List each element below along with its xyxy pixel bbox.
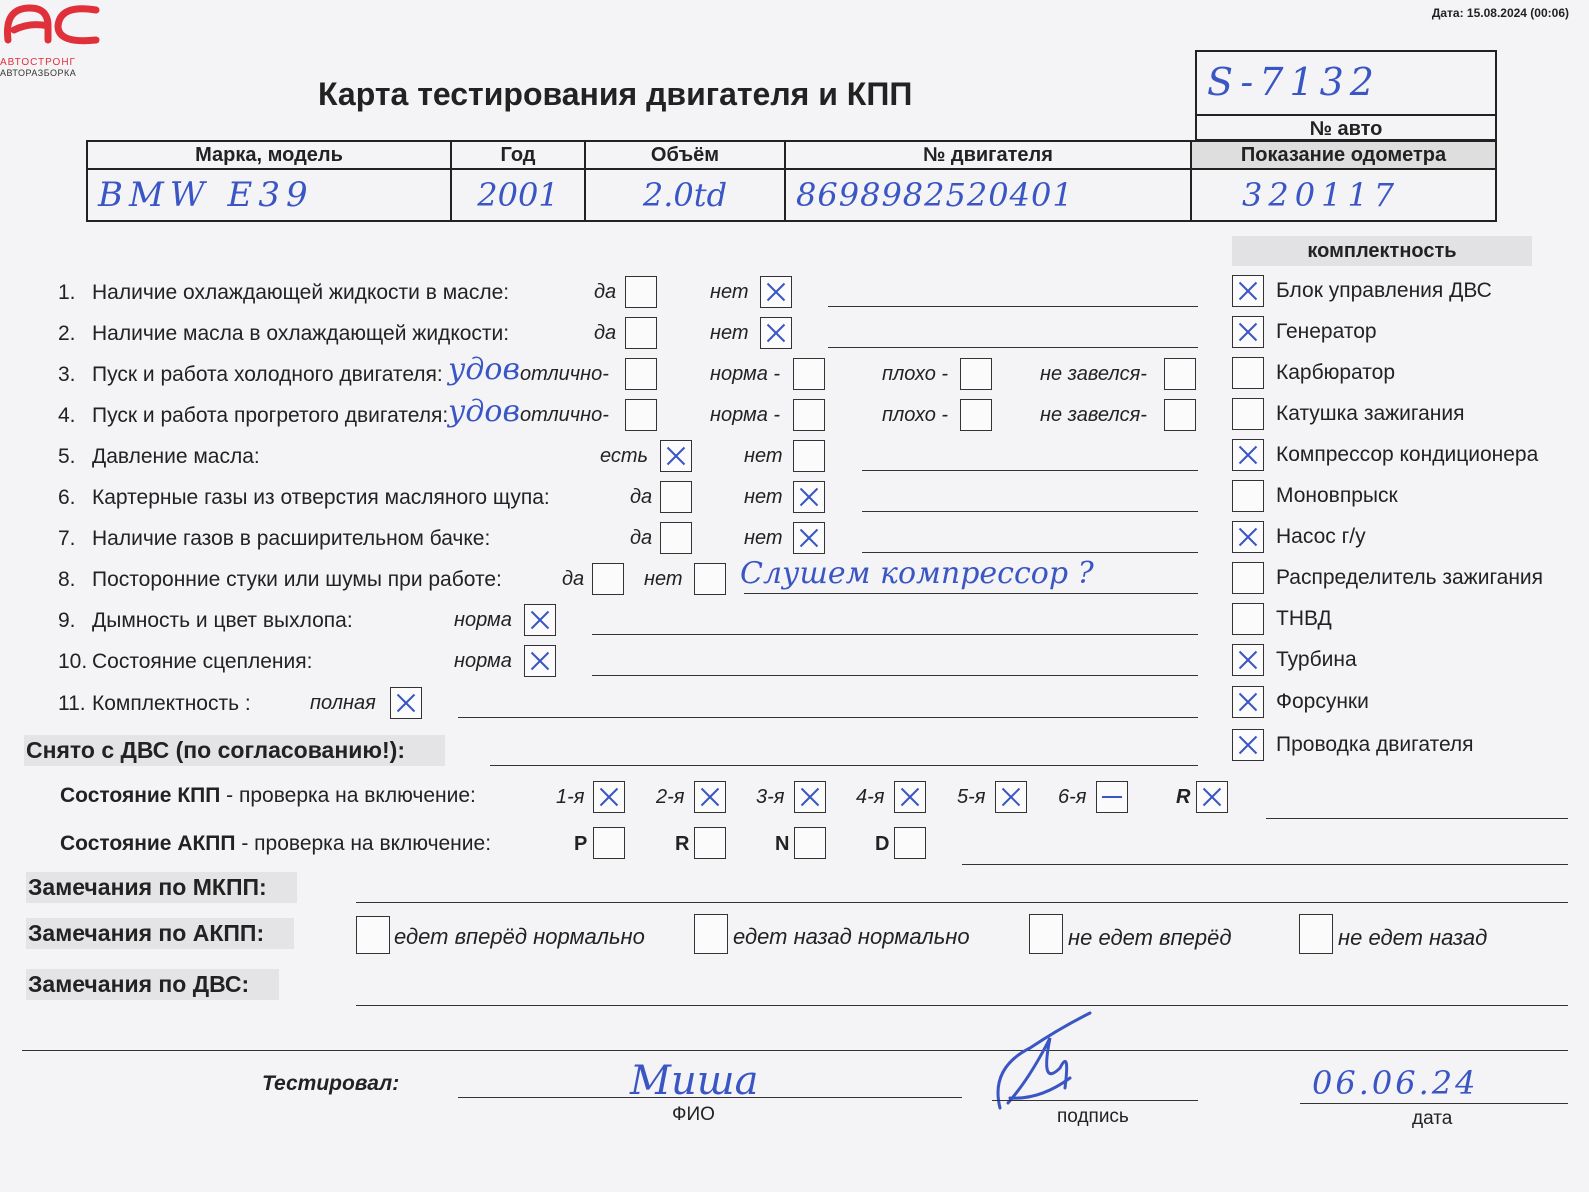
car-number-label: № авто	[1197, 114, 1495, 143]
kpp-note-line	[1266, 818, 1568, 819]
q1-net-label: нет	[710, 281, 749, 303]
q6-net-box[interactable]	[793, 481, 825, 513]
q1-number: 1.	[58, 281, 76, 304]
q4-bad-box[interactable]	[960, 399, 992, 431]
akpp-mode-r-label: R	[675, 833, 690, 855]
removed-label: Снято с ДВС (по согласованию!):	[24, 735, 445, 766]
q5-text: Давление масла:	[92, 445, 260, 468]
tester-name: Миша	[630, 1058, 759, 1104]
akpp-mode-r-box[interactable]	[694, 827, 726, 859]
kpp-gear-2-box[interactable]	[694, 781, 726, 813]
check-injection-pump[interactable]	[1232, 603, 1264, 635]
q1-da-box[interactable]	[625, 276, 657, 308]
date-stamp: Дата: 15.08.2024 (00:06)	[1431, 6, 1569, 20]
check-ignition-coil[interactable]	[1232, 398, 1264, 430]
akpp-mode-d-label: D	[875, 833, 890, 855]
akpp-mode-n-box[interactable]	[794, 827, 826, 859]
q10-norm-label: норма	[454, 650, 512, 672]
q11-text: Комплектность :	[92, 692, 251, 715]
check-carburetor[interactable]	[1232, 357, 1264, 389]
q3-text: Пуск и работа холодного двигателя:	[92, 363, 443, 386]
signature-icon	[990, 1008, 1100, 1118]
kpp-gear-3-label: 3-я	[756, 786, 785, 808]
check-injectors[interactable]	[1232, 686, 1264, 718]
engine-no-value: 8698982520401	[785, 169, 1191, 221]
akpp-label-bold: Состояние АКПП	[60, 832, 236, 855]
q7-da-box[interactable]	[660, 522, 692, 554]
akpp-back-ok-label: едет назад нормально	[733, 924, 970, 949]
akpp-label	[60, 832, 491, 856]
kpp-gear-3-box[interactable]	[794, 781, 826, 813]
logo-line2: АВТОРАЗБОРКА	[0, 68, 77, 78]
label-engine-wiring: Проводка двигателя	[1276, 733, 1474, 756]
label-generator: Генератор	[1276, 320, 1377, 343]
q11-full-box[interactable]	[390, 687, 422, 719]
q4-normal-box[interactable]	[793, 399, 825, 431]
remarks-dvs-line	[356, 1005, 1568, 1006]
akpp-back-ok-box[interactable]	[694, 914, 728, 954]
q11-note-line	[458, 717, 1198, 718]
q6-text: Картерные газы из отверстия масляного щупа:	[92, 486, 550, 509]
q8-handwritten: Слушем компрессор ?	[740, 556, 1094, 591]
akpp-mode-p-label: P	[574, 833, 588, 855]
q9-number: 9.	[58, 609, 76, 632]
label-mono-injection: Моновпрыск	[1276, 484, 1398, 507]
q2-net-box[interactable]	[760, 317, 792, 349]
kpp-gear-r-label: R	[1176, 786, 1191, 808]
kpp-label-rest: - проверка на включение:	[220, 784, 476, 807]
q11-number: 11.	[58, 692, 86, 715]
kpp-gear-6-box[interactable]	[1096, 781, 1128, 813]
q1-da-label: да	[594, 281, 617, 303]
remarks-mkpp-line	[356, 902, 1568, 903]
kpp-gear-5-label: 5-я	[957, 786, 986, 808]
q4-bad-label: плохо -	[882, 404, 949, 426]
label-ac-compressor: Компрессор кондиционера	[1276, 443, 1539, 466]
label-injection-pump: ТНВД	[1276, 607, 1332, 630]
q6-da-box[interactable]	[660, 481, 692, 513]
kpp-gear-1-box[interactable]	[593, 781, 625, 813]
tested-by-label: Тестировал:	[262, 1072, 400, 1095]
q4-handwritten: удов	[448, 394, 520, 429]
col-year-header: Год	[451, 141, 585, 169]
q11-full-label: полная	[310, 692, 376, 714]
q6-net-label: нет	[744, 486, 783, 508]
remarks-mkpp-label: Замечания по МКПП:	[26, 872, 297, 903]
q3-normal-box[interactable]	[793, 358, 825, 390]
q4-text: Пуск и работа прогретого двигателя:	[92, 404, 449, 427]
akpp-note-line	[962, 864, 1568, 865]
q10-text: Состояние сцепления:	[92, 650, 313, 673]
kpp-label-bold: Состояние КПП	[60, 784, 221, 807]
kpp-gear-2-label: 2-я	[656, 786, 685, 808]
volume-value: 2.0td	[585, 169, 785, 221]
akpp-mode-p-box[interactable]	[593, 827, 625, 859]
akpp-no-forward-box[interactable]	[1029, 914, 1063, 954]
company-logo	[0, 0, 100, 80]
q8-note-line	[744, 593, 1198, 594]
car-number-box	[1195, 50, 1497, 141]
q3-excellent-label: отлично-	[520, 363, 609, 385]
q9-text: Дымность и цвет выхлопа:	[92, 609, 353, 632]
akpp-label-rest: - проверка на включение:	[235, 832, 492, 855]
check-turbo[interactable]	[1232, 644, 1264, 676]
q9-norm-box[interactable]	[524, 604, 556, 636]
check-power-steering-pump[interactable]	[1232, 521, 1264, 553]
q3-normal-label: норма -	[710, 363, 781, 385]
label-injectors: Форсунки	[1276, 690, 1369, 713]
q4-normal-label: норма -	[710, 404, 781, 426]
date-label: дата	[1412, 1108, 1453, 1129]
kpp-gear-4-box[interactable]	[894, 781, 926, 813]
label-ecu: Блок управления ДВС	[1276, 279, 1492, 302]
q2-da-label: да	[594, 322, 617, 344]
q1-note-line	[828, 306, 1198, 307]
label-carburetor: Карбюратор	[1276, 361, 1396, 384]
q3-nostart-label: не завелся-	[1040, 363, 1147, 385]
q4-number: 4.	[58, 404, 76, 427]
check-generator[interactable]	[1232, 316, 1264, 348]
q6-number: 6.	[58, 486, 76, 509]
fio-line	[458, 1097, 962, 1098]
q4-nostart-box[interactable]	[1164, 399, 1196, 431]
q5-net-box[interactable]	[793, 440, 825, 472]
q3-bad-label: плохо -	[882, 363, 949, 385]
q6-da-label: да	[630, 486, 653, 508]
akpp-forward-ok-label: едет вперёд нормально	[394, 924, 645, 949]
check-ac-compressor[interactable]	[1232, 439, 1264, 471]
kpp-gear-r-box[interactable]	[1196, 781, 1228, 813]
kpp-gear-1-label: 1-я	[556, 786, 585, 808]
q4-excellent-box[interactable]	[625, 399, 657, 431]
label-distributor: Распределитель зажигания	[1276, 566, 1544, 589]
check-distributor[interactable]	[1232, 562, 1264, 594]
q7-note-line	[862, 552, 1198, 553]
date-line	[1300, 1103, 1568, 1104]
q7-number: 7.	[58, 527, 76, 550]
akpp-forward-ok-box[interactable]	[356, 916, 390, 954]
q8-da-label: да	[562, 568, 585, 590]
signature-label: подпись	[1057, 1106, 1129, 1127]
q5-net-label: нет	[744, 445, 783, 467]
q7-net-box[interactable]	[793, 522, 825, 554]
q1-net-box[interactable]	[760, 276, 792, 308]
remarks-dvs-line-2	[22, 1050, 1568, 1051]
kpp-label	[60, 784, 476, 808]
label-power-steering-pump: Насос г/у	[1276, 525, 1366, 548]
q3-bad-box[interactable]	[960, 358, 992, 390]
q3-nostart-box[interactable]	[1164, 358, 1196, 390]
q5-number: 5.	[58, 445, 76, 468]
kpp-gear-6-label: 6-я	[1058, 786, 1087, 808]
q10-note-line	[592, 675, 1198, 676]
completeness-title: комплектность	[1232, 236, 1532, 266]
q8-text: Посторонние стуки или шумы при работе:	[92, 568, 502, 591]
q5-est-box[interactable]	[660, 440, 692, 472]
q9-note-line	[592, 634, 1198, 635]
q4-nostart-label: не завелся-	[1040, 404, 1147, 426]
check-ecu[interactable]	[1232, 275, 1264, 307]
akpp-mode-n-label: N	[775, 833, 790, 855]
q2-da-box[interactable]	[625, 317, 657, 349]
year-value: 2001	[451, 169, 585, 221]
col-odometer-header: Показание одометра	[1191, 141, 1496, 169]
label-turbo: Турбина	[1276, 648, 1357, 671]
akpp-mode-d-box[interactable]	[894, 827, 926, 859]
q2-number: 2.	[58, 322, 76, 345]
page-title: Карта тестирования двигателя и КПП	[318, 76, 913, 112]
col-brand-header: Марка, модель	[87, 141, 451, 169]
q2-text: Наличие масла в охлаждающей жидкости:	[92, 322, 510, 345]
q9-norm-label: норма	[454, 609, 512, 631]
q3-excellent-box[interactable]	[625, 358, 657, 390]
odometer-value: 320117	[1191, 169, 1496, 221]
q3-handwritten: удов	[448, 352, 520, 387]
akpp-no-forward-label: не едет вперёд	[1068, 925, 1232, 950]
q10-number: 10.	[58, 650, 88, 673]
q5-est-label: есть	[600, 445, 649, 467]
brand-value: BMW E39	[87, 169, 451, 221]
car-number-value: S-7132	[1207, 60, 1380, 104]
q8-net-box[interactable]	[694, 563, 726, 595]
q10-norm-box[interactable]	[524, 645, 556, 677]
q3-number: 3.	[58, 363, 76, 386]
q7-text: Наличие газов в расширительном бачке:	[92, 527, 491, 550]
q8-number: 8.	[58, 568, 76, 591]
q8-da-box[interactable]	[592, 563, 624, 595]
col-engine-no-header: № двигателя	[785, 141, 1191, 169]
q4-excellent-label: отлично-	[520, 404, 609, 426]
check-mono-injection[interactable]	[1232, 480, 1264, 512]
label-ignition-coil: Катушка зажигания	[1276, 402, 1465, 425]
q7-net-label: нет	[744, 527, 783, 549]
check-engine-wiring[interactable]	[1232, 729, 1264, 761]
fio-label: ФИО	[672, 1104, 715, 1125]
q6-note-line	[862, 511, 1198, 512]
kpp-gear-4-label: 4-я	[856, 786, 885, 808]
kpp-gear-5-box[interactable]	[995, 781, 1027, 813]
q8-net-label: нет	[644, 568, 683, 590]
remarks-akpp-label: Замечания по АКПП:	[26, 918, 294, 949]
q7-da-label: да	[630, 527, 653, 549]
q1-text: Наличие охлаждающей жидкости в масле:	[92, 281, 510, 304]
logo-mark-icon	[0, 0, 100, 48]
signature-line	[992, 1100, 1198, 1101]
col-volume-header: Объём	[585, 141, 785, 169]
test-date-value: 06.06.24	[1312, 1064, 1479, 1102]
akpp-no-back-box[interactable]	[1299, 914, 1333, 954]
q2-net-label: нет	[710, 322, 749, 344]
remarks-dvs-label: Замечания по ДВС:	[26, 969, 279, 1000]
vehicle-info-table	[86, 140, 1497, 222]
q5-note-line	[862, 470, 1198, 471]
akpp-no-back-label: не едет назад	[1338, 925, 1488, 950]
removed-line	[490, 765, 1198, 766]
q2-note-line	[828, 347, 1198, 348]
logo-line1: АВТОСТРОНГ	[0, 57, 76, 68]
